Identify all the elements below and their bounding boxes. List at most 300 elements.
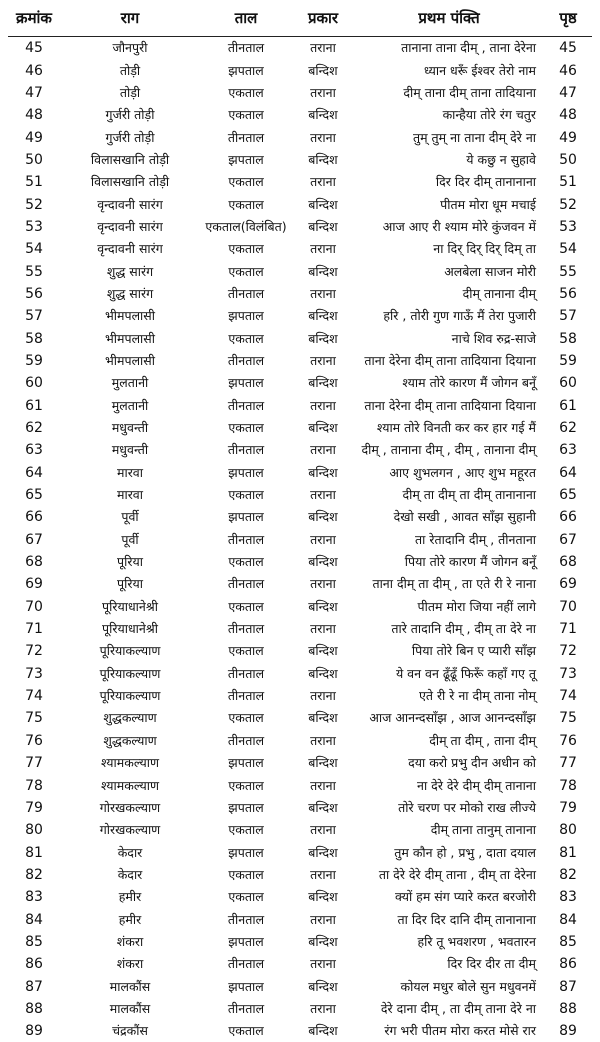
header-taal: ताल xyxy=(200,0,292,37)
row-first-line: ता दिर दिर दानि दीम् तानानाना xyxy=(354,908,544,930)
row-taal: एकताल xyxy=(200,327,292,349)
row-taal: एकताल xyxy=(200,640,292,662)
row-page: 79 xyxy=(544,797,592,819)
row-first-line: हरि , तोरी गुण गाऊँ मैं तेरा पुजारी xyxy=(354,305,544,327)
row-number: 77 xyxy=(8,752,60,774)
table-header xyxy=(8,0,592,37)
row-raag: पूरियाधानेश्री xyxy=(60,618,200,640)
row-taal: एकताल xyxy=(200,82,292,104)
row-taal: झपताल xyxy=(200,372,292,394)
row-taal: तीनताल xyxy=(200,685,292,707)
row-first-line: पिया तोरे बिन ए प्यारी साँझ xyxy=(354,640,544,662)
row-taal: एकताल xyxy=(200,171,292,193)
row-type: तराना xyxy=(292,953,354,975)
row-page: 80 xyxy=(544,819,592,841)
row-first-line: नाचे शिव रुद्र-साजे xyxy=(354,327,544,349)
row-taal: एकताल xyxy=(200,886,292,908)
row-taal: तीनताल xyxy=(200,395,292,417)
row-raag: मुलतानी xyxy=(60,372,200,394)
row-taal: एकताल xyxy=(200,864,292,886)
row-type: बन्दिश xyxy=(292,752,354,774)
table-row xyxy=(8,149,592,171)
table-row xyxy=(8,908,592,930)
row-number: 49 xyxy=(8,126,60,148)
row-page: 77 xyxy=(544,752,592,774)
row-type: बन्दिश xyxy=(292,1020,354,1042)
row-page: 55 xyxy=(544,260,592,282)
row-type: बन्दिश xyxy=(292,663,354,685)
row-number: 82 xyxy=(8,864,60,886)
row-taal: एकताल xyxy=(200,707,292,729)
row-first-line: ध्यान धरूँ ईश्वर तेरो नाम xyxy=(354,59,544,81)
row-type: बन्दिश xyxy=(292,640,354,662)
row-number: 57 xyxy=(8,305,60,327)
table-row xyxy=(8,59,592,81)
row-raag: चंद्रकौंस xyxy=(60,1020,200,1042)
row-number: 60 xyxy=(8,372,60,394)
row-first-line: ताना देरेना दीम् ताना तादियाना दियाना xyxy=(354,395,544,417)
row-page: 48 xyxy=(544,104,592,126)
row-number: 45 xyxy=(8,37,60,60)
table-row xyxy=(8,685,592,707)
table-row xyxy=(8,841,592,863)
table-row xyxy=(8,573,592,595)
row-type: बन्दिश xyxy=(292,462,354,484)
row-number: 88 xyxy=(8,998,60,1020)
row-page: 89 xyxy=(544,1020,592,1042)
row-page: 88 xyxy=(544,998,592,1020)
row-page: 63 xyxy=(544,439,592,461)
row-type: बन्दिश xyxy=(292,506,354,528)
row-first-line: दिर दिर दीर ता दीम् xyxy=(354,953,544,975)
row-raag: भीमपलासी xyxy=(60,327,200,349)
row-first-line: आए शुभलगन , आए शुभ महूरत xyxy=(354,462,544,484)
table-row xyxy=(8,462,592,484)
row-number: 87 xyxy=(8,975,60,997)
row-taal: एकताल xyxy=(200,260,292,282)
row-page: 47 xyxy=(544,82,592,104)
row-number: 67 xyxy=(8,529,60,551)
row-taal: तीनताल xyxy=(200,126,292,148)
row-type: बन्दिश xyxy=(292,841,354,863)
row-raag: गुर्जरी तोड़ी xyxy=(60,126,200,148)
row-first-line: पीतम मोरा धूम मचाई xyxy=(354,193,544,215)
row-raag: पूरिया xyxy=(60,573,200,595)
row-taal: झपताल xyxy=(200,797,292,819)
row-raag: शुद्धकल्याण xyxy=(60,730,200,752)
row-first-line: ना दिर् दिर् दिर् दिम् ता xyxy=(354,238,544,260)
row-first-line: आज आनन्दसाँझ , आज आनन्दसाँझ xyxy=(354,707,544,729)
row-first-line: ताना देरेना दीम् ताना तादियाना दियाना xyxy=(354,350,544,372)
row-taal: झपताल xyxy=(200,506,292,528)
row-number: 48 xyxy=(8,104,60,126)
table-row xyxy=(8,216,592,238)
row-taal: तीनताल xyxy=(200,618,292,640)
row-number: 59 xyxy=(8,350,60,372)
table-row xyxy=(8,886,592,908)
row-raag: विलासखानि तोड़ी xyxy=(60,171,200,193)
row-first-line: दिर दिर दीम् तानानाना xyxy=(354,171,544,193)
row-page: 59 xyxy=(544,350,592,372)
row-first-line: ता रेतादानि दीम् , तीनताना xyxy=(354,529,544,551)
row-page: 69 xyxy=(544,573,592,595)
row-number: 68 xyxy=(8,551,60,573)
row-raag: जौनपुरी xyxy=(60,37,200,60)
table-row xyxy=(8,350,592,372)
row-type: बन्दिश xyxy=(292,327,354,349)
row-first-line: तुम् तुम् ना ताना दीम् देरे ना xyxy=(354,126,544,148)
row-raag: गोरखकल्याण xyxy=(60,797,200,819)
row-type: बन्दिश xyxy=(292,707,354,729)
row-raag: पूरियाकल्याण xyxy=(60,663,200,685)
row-number: 79 xyxy=(8,797,60,819)
row-first-line: देरे दाना दीम् , ता दीम् ताना देरे ना xyxy=(354,998,544,1020)
table-row xyxy=(8,439,592,461)
row-taal: तीनताल xyxy=(200,953,292,975)
row-taal: झपताल xyxy=(200,975,292,997)
table-row xyxy=(8,663,592,685)
row-page: 84 xyxy=(544,908,592,930)
header-row xyxy=(8,0,592,37)
row-taal: एकताल xyxy=(200,417,292,439)
row-taal: तीनताल xyxy=(200,439,292,461)
row-taal: एकताल(विलंबित) xyxy=(200,216,292,238)
row-type: बन्दिश xyxy=(292,931,354,953)
table-row xyxy=(8,596,592,618)
row-taal: एकताल xyxy=(200,238,292,260)
row-page: 67 xyxy=(544,529,592,551)
row-page: 51 xyxy=(544,171,592,193)
row-first-line: दीम् , तानाना दीम् , दीम् , तानाना दीम् xyxy=(354,439,544,461)
row-page: 75 xyxy=(544,707,592,729)
row-raag: शुद्धकल्याण xyxy=(60,707,200,729)
row-number: 84 xyxy=(8,908,60,930)
row-number: 46 xyxy=(8,59,60,81)
table-row xyxy=(8,305,592,327)
row-first-line: ताना दीम् ता दीम् , ता एते री रे नाना xyxy=(354,573,544,595)
row-type: बन्दिश xyxy=(292,305,354,327)
row-type: तराना xyxy=(292,819,354,841)
row-page: 70 xyxy=(544,596,592,618)
row-page: 62 xyxy=(544,417,592,439)
row-type: बन्दिश xyxy=(292,104,354,126)
row-number: 81 xyxy=(8,841,60,863)
row-raag: मधुवन्ती xyxy=(60,439,200,461)
row-number: 56 xyxy=(8,283,60,305)
row-raag: विलासखानि तोड़ी xyxy=(60,149,200,171)
row-type: बन्दिश xyxy=(292,551,354,573)
table-row xyxy=(8,395,592,417)
table-row xyxy=(8,171,592,193)
table-row xyxy=(8,372,592,394)
row-first-line: दया करो प्रभु दीन अधीन को xyxy=(354,752,544,774)
row-page: 74 xyxy=(544,685,592,707)
row-taal: एकताल xyxy=(200,774,292,796)
row-raag: वृन्दावनी सारंग xyxy=(60,238,200,260)
table-row xyxy=(8,104,592,126)
row-first-line: तुम कौन हो , प्रभु , दाता दयाल xyxy=(354,841,544,863)
table-row xyxy=(8,640,592,662)
row-first-line: दीम् ता दीम् ता दीम् तानानाना xyxy=(354,484,544,506)
row-raag: शंकरा xyxy=(60,931,200,953)
row-page: 68 xyxy=(544,551,592,573)
row-taal: एकताल xyxy=(200,596,292,618)
row-taal: तीनताल xyxy=(200,529,292,551)
table-row xyxy=(8,864,592,886)
row-number: 74 xyxy=(8,685,60,707)
row-first-line: दीम् तानाना दीम् xyxy=(354,283,544,305)
row-first-line: ता देरे देरे दीम् ताना , दीम् ता देरेना xyxy=(354,864,544,886)
row-first-line: तारे तादानि दीम् , दीम् ता देरे ना xyxy=(354,618,544,640)
row-page: 86 xyxy=(544,953,592,975)
row-first-line: श्याम तोरे विनती कर कर हार गई मैं xyxy=(354,417,544,439)
row-page: 64 xyxy=(544,462,592,484)
row-first-line: रंग भरी पीतम मोरा करत मोसे रार xyxy=(354,1020,544,1042)
row-number: 83 xyxy=(8,886,60,908)
row-taal: झपताल xyxy=(200,59,292,81)
row-number: 55 xyxy=(8,260,60,282)
table-row xyxy=(8,283,592,305)
row-number: 71 xyxy=(8,618,60,640)
row-number: 63 xyxy=(8,439,60,461)
row-taal: झपताल xyxy=(200,841,292,863)
row-first-line: एते री रे ना दीम् ताना नोम् xyxy=(354,685,544,707)
row-page: 76 xyxy=(544,730,592,752)
header-type: प्रकार xyxy=(292,0,354,37)
row-taal: तीनताल xyxy=(200,573,292,595)
row-type: तराना xyxy=(292,439,354,461)
row-number: 89 xyxy=(8,1020,60,1042)
table-row xyxy=(8,484,592,506)
row-type: तराना xyxy=(292,350,354,372)
row-raag: गुर्जरी तोड़ी xyxy=(60,104,200,126)
row-raag: श्यामकल्याण xyxy=(60,774,200,796)
row-raag: हमीर xyxy=(60,908,200,930)
row-page: 83 xyxy=(544,886,592,908)
table-body xyxy=(8,37,592,1042)
row-type: तराना xyxy=(292,998,354,1020)
row-type: तराना xyxy=(292,573,354,595)
row-number: 58 xyxy=(8,327,60,349)
row-page: 66 xyxy=(544,506,592,528)
table-row xyxy=(8,417,592,439)
table-row xyxy=(8,193,592,215)
row-page: 73 xyxy=(544,663,592,685)
table-row xyxy=(8,819,592,841)
row-taal: तीनताल xyxy=(200,283,292,305)
row-page: 49 xyxy=(544,126,592,148)
table-row xyxy=(8,953,592,975)
row-first-line: आज आए री श्याम मोरे कुंजवन में xyxy=(354,216,544,238)
row-page: 60 xyxy=(544,372,592,394)
row-number: 75 xyxy=(8,707,60,729)
row-page: 46 xyxy=(544,59,592,81)
row-type: तराना xyxy=(292,730,354,752)
header-page: पृष्ठ xyxy=(544,0,592,37)
row-raag: भीमपलासी xyxy=(60,350,200,372)
row-raag: श्यामकल्याण xyxy=(60,752,200,774)
row-raag: पूरियाकल्याण xyxy=(60,685,200,707)
row-first-line: दीम् ताना तानुम् तानाना xyxy=(354,819,544,841)
row-first-line: देखो सखी , आवत साँझ सुहानी xyxy=(354,506,544,528)
row-page: 82 xyxy=(544,864,592,886)
row-page: 72 xyxy=(544,640,592,662)
header-raag: राग xyxy=(60,0,200,37)
row-type: बन्दिश xyxy=(292,193,354,215)
row-type: तराना xyxy=(292,529,354,551)
row-raag: मालकौंस xyxy=(60,998,200,1020)
row-page: 54 xyxy=(544,238,592,260)
row-number: 52 xyxy=(8,193,60,215)
table-row xyxy=(8,797,592,819)
row-number: 50 xyxy=(8,149,60,171)
row-page: 61 xyxy=(544,395,592,417)
row-type: तराना xyxy=(292,685,354,707)
row-raag: पूरिया xyxy=(60,551,200,573)
row-raag: हमीर xyxy=(60,886,200,908)
row-taal: झपताल xyxy=(200,149,292,171)
row-type: बन्दिश xyxy=(292,417,354,439)
row-type: तराना xyxy=(292,484,354,506)
row-raag: शंकरा xyxy=(60,953,200,975)
row-taal: एकताल xyxy=(200,551,292,573)
row-type: बन्दिश xyxy=(292,372,354,394)
row-page: 78 xyxy=(544,774,592,796)
index-table xyxy=(8,0,592,1042)
row-type: तराना xyxy=(292,126,354,148)
table-row xyxy=(8,707,592,729)
row-page: 81 xyxy=(544,841,592,863)
row-taal: तीनताल xyxy=(200,350,292,372)
row-taal: झपताल xyxy=(200,462,292,484)
row-type: तराना xyxy=(292,283,354,305)
row-type: तराना xyxy=(292,864,354,886)
row-taal: तीनताल xyxy=(200,37,292,60)
row-type: तराना xyxy=(292,395,354,417)
row-type: तराना xyxy=(292,908,354,930)
row-type: बन्दिश xyxy=(292,886,354,908)
row-number: 54 xyxy=(8,238,60,260)
table-row xyxy=(8,931,592,953)
row-taal: झपताल xyxy=(200,305,292,327)
row-number: 72 xyxy=(8,640,60,662)
row-taal: एकताल xyxy=(200,1020,292,1042)
table-row xyxy=(8,752,592,774)
row-first-line: दीम् ता दीम् , ताना दीम् xyxy=(354,730,544,752)
table-row xyxy=(8,975,592,997)
row-page: 87 xyxy=(544,975,592,997)
table-row xyxy=(8,327,592,349)
row-raag: पूरियाधानेश्री xyxy=(60,596,200,618)
row-page: 57 xyxy=(544,305,592,327)
row-page: 53 xyxy=(544,216,592,238)
row-first-line: पिया तोरे कारण मैं जोगन बनूँ xyxy=(354,551,544,573)
row-first-line: कान्हैया तोरे रंग चतुर xyxy=(354,104,544,126)
row-type: तराना xyxy=(292,774,354,796)
row-number: 73 xyxy=(8,663,60,685)
row-type: तराना xyxy=(292,82,354,104)
row-page: 52 xyxy=(544,193,592,215)
row-number: 65 xyxy=(8,484,60,506)
table-row xyxy=(8,529,592,551)
header-first-line: प्रथम पंक्ति xyxy=(354,0,544,37)
row-number: 64 xyxy=(8,462,60,484)
row-raag: मुलतानी xyxy=(60,395,200,417)
table-row xyxy=(8,551,592,573)
row-raag: वृन्दावनी सारंग xyxy=(60,216,200,238)
row-taal: एकताल xyxy=(200,484,292,506)
row-taal: तीनताल xyxy=(200,663,292,685)
row-taal: एकताल xyxy=(200,193,292,215)
row-first-line: क्यों हम संग प्यारे करत बरजोरी xyxy=(354,886,544,908)
row-raag: तोड़ी xyxy=(60,59,200,81)
row-first-line: श्याम तोरे कारण मैं जोगन बनूँ xyxy=(354,372,544,394)
row-type: तराना xyxy=(292,171,354,193)
row-first-line: तोरे चरण पर मोको राख लीज्ये xyxy=(354,797,544,819)
row-first-line: दीम् ताना दीम् ताना तादियाना xyxy=(354,82,544,104)
row-raag: मधुवन्ती xyxy=(60,417,200,439)
row-raag: मारवा xyxy=(60,484,200,506)
row-taal: एकताल xyxy=(200,104,292,126)
row-type: बन्दिश xyxy=(292,975,354,997)
row-page: 56 xyxy=(544,283,592,305)
row-number: 76 xyxy=(8,730,60,752)
row-number: 66 xyxy=(8,506,60,528)
row-type: बन्दिश xyxy=(292,149,354,171)
table-row xyxy=(8,37,592,60)
row-first-line: अलबेला साजन मोरी xyxy=(354,260,544,282)
table-row xyxy=(8,82,592,104)
row-page: 58 xyxy=(544,327,592,349)
row-type: तराना xyxy=(292,618,354,640)
row-type: बन्दिश xyxy=(292,596,354,618)
row-page: 71 xyxy=(544,618,592,640)
row-raag: वृन्दावनी सारंग xyxy=(60,193,200,215)
row-type: बन्दिश xyxy=(292,797,354,819)
row-raag: मालकौंस xyxy=(60,975,200,997)
row-page: 65 xyxy=(544,484,592,506)
row-number: 47 xyxy=(8,82,60,104)
row-type: बन्दिश xyxy=(292,59,354,81)
row-raag: पूर्वी xyxy=(60,529,200,551)
table-row xyxy=(8,774,592,796)
header-number: क्रमांक xyxy=(8,0,60,37)
table-row xyxy=(8,260,592,282)
row-taal: झपताल xyxy=(200,931,292,953)
row-type: तराना xyxy=(292,37,354,60)
row-number: 53 xyxy=(8,216,60,238)
row-raag: पूरियाकल्याण xyxy=(60,640,200,662)
row-raag: तोड़ी xyxy=(60,82,200,104)
row-raag: भीमपलासी xyxy=(60,305,200,327)
row-page: 50 xyxy=(544,149,592,171)
row-first-line: पीतम मोरा जिया नहीं लागे xyxy=(354,596,544,618)
row-first-line: ये वन वन ढूँढूँ फिरूँ कहाँ गए तू xyxy=(354,663,544,685)
row-type: तराना xyxy=(292,238,354,260)
row-type: बन्दिश xyxy=(292,260,354,282)
row-number: 69 xyxy=(8,573,60,595)
row-raag: मारवा xyxy=(60,462,200,484)
table-row xyxy=(8,126,592,148)
row-raag: शुद्ध सारंग xyxy=(60,260,200,282)
table-row xyxy=(8,730,592,752)
row-first-line: ना देरे देरे दीम् दीम् तानाना xyxy=(354,774,544,796)
row-taal: तीनताल xyxy=(200,730,292,752)
row-raag: केदार xyxy=(60,841,200,863)
table-row xyxy=(8,238,592,260)
table-row xyxy=(8,1020,592,1042)
row-number: 80 xyxy=(8,819,60,841)
